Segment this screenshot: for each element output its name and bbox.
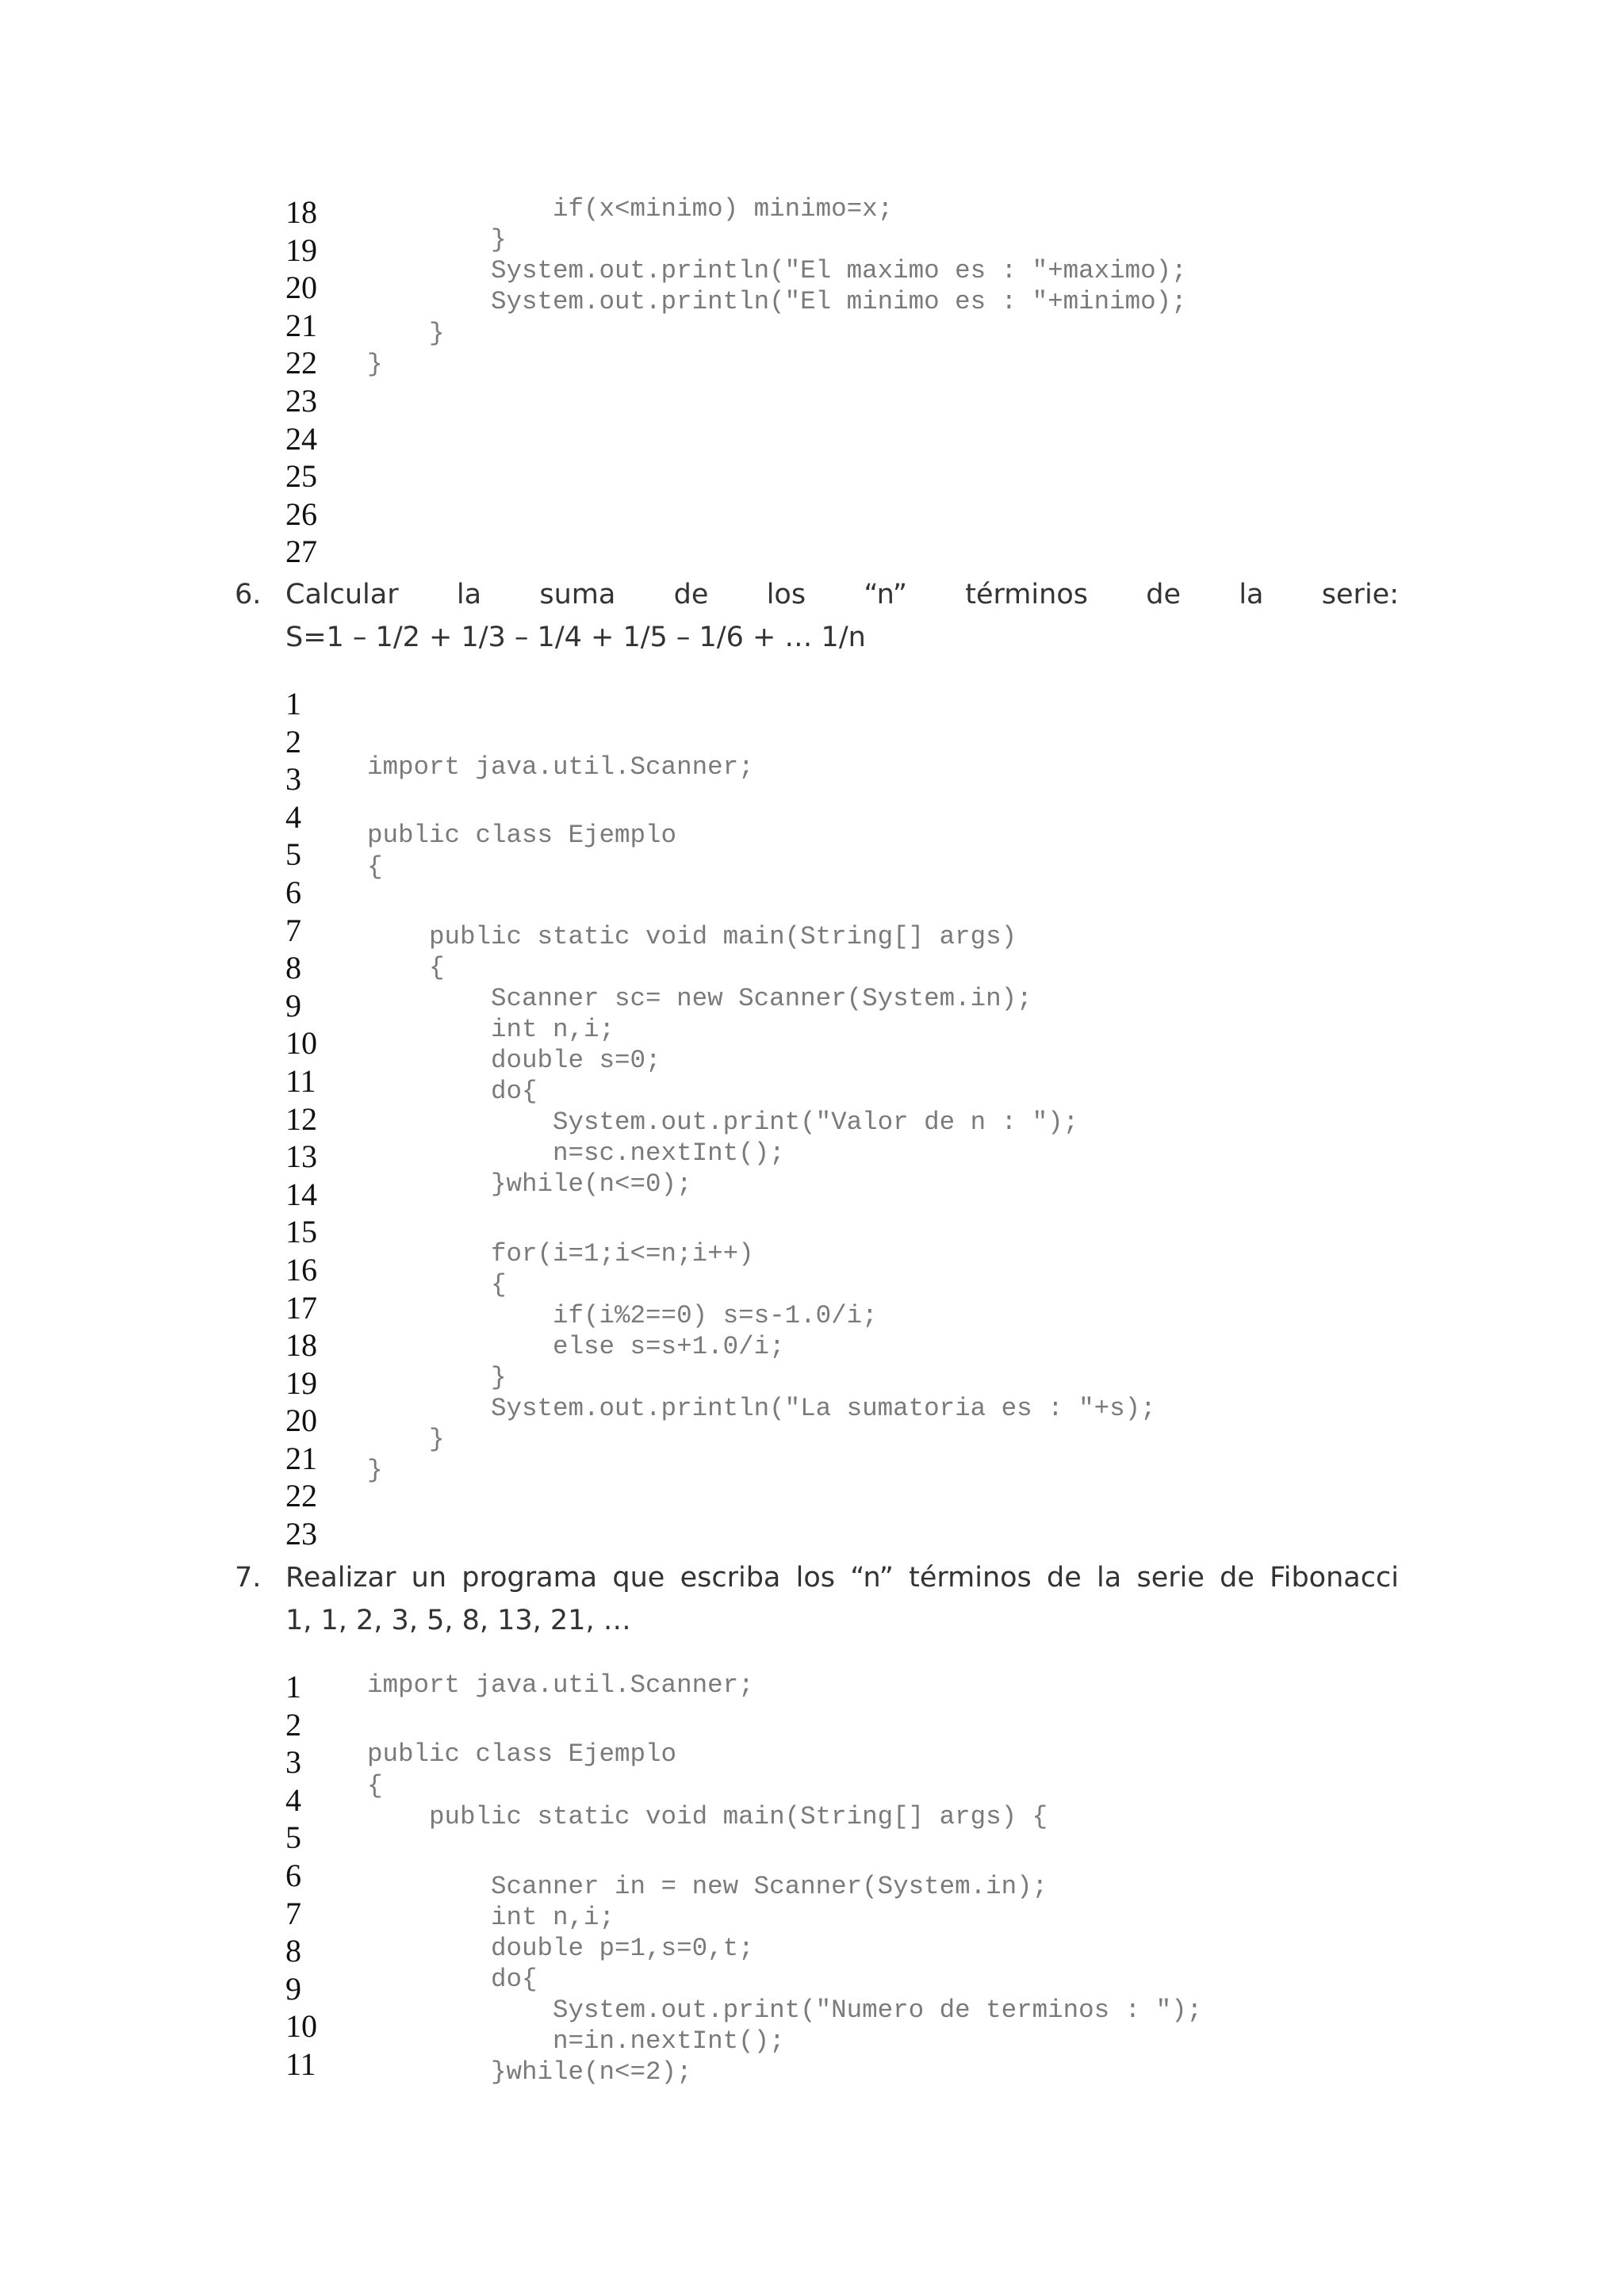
code-line: int n,i; <box>367 1015 615 1044</box>
line-number: 18 <box>285 1327 317 1364</box>
title-word: serie <box>1136 1562 1205 1594</box>
title-word: Realizar <box>285 1562 396 1594</box>
line-number: 20 <box>285 270 317 306</box>
line-number: 22 <box>285 1478 317 1514</box>
line-number: 22 <box>285 345 317 381</box>
title-word: que <box>612 1562 665 1594</box>
line-number: 13 <box>285 1138 317 1175</box>
line-number: 12 <box>285 1100 317 1137</box>
title-word: los <box>795 1562 835 1594</box>
line-number: 1 <box>285 686 301 721</box>
line-number: 19 <box>285 1364 317 1401</box>
exercise-title <box>285 579 1399 610</box>
line-number: 21 <box>285 1440 317 1476</box>
line-number: 19 <box>285 232 317 268</box>
code-line: } <box>367 225 507 254</box>
code-line: } <box>367 350 383 379</box>
line-number: 8 <box>285 950 301 986</box>
code-line: Scanner sc= new Scanner(System.in); <box>367 984 1032 1013</box>
line-number: 17 <box>285 1289 317 1326</box>
series-formula: S=1 – 1/2 + 1/3 – 1/4 + 1/5 – 1/6 + … 1/n <box>285 622 866 653</box>
line-numbers-block-3 <box>285 1668 317 2084</box>
line-number: 4 <box>285 798 301 835</box>
title-word: de <box>673 579 709 610</box>
code-line: public class Ejemplo <box>367 821 677 850</box>
code-line: if(x<minimo) minimo=x; <box>367 194 894 224</box>
code-line: if(i%2==0) s=s-1.0/i; <box>367 1301 878 1330</box>
line-number: 20 <box>285 1402 317 1439</box>
line-number: 8 <box>285 1933 301 1969</box>
code-line: System.out.println("El minimo es : "+minimo); <box>367 287 1187 316</box>
title-word: serie: <box>1321 579 1399 610</box>
title-word: programa <box>462 1562 598 1594</box>
code-line: } <box>367 1456 383 1485</box>
line-numbers-block-2 <box>285 685 317 1553</box>
code-line: do{ <box>367 1077 538 1106</box>
title-word: un <box>411 1562 447 1594</box>
line-number: 18 <box>285 194 317 230</box>
line-number: 16 <box>285 1251 317 1288</box>
line-number: 6 <box>285 1857 301 1893</box>
line-number: 23 <box>285 1516 317 1552</box>
code-line: } <box>367 319 445 348</box>
title-word: la <box>456 579 482 610</box>
code-line: import java.util.Scanner; <box>367 1670 754 1700</box>
title-word: Calcular <box>285 579 399 610</box>
code-line: n=sc.nextInt(); <box>367 1138 785 1168</box>
code-line: System.out.print("Numero de terminos : "); <box>367 1996 1203 2025</box>
code-line: double p=1,s=0,t; <box>367 1934 754 1963</box>
line-number: 15 <box>285 1214 317 1250</box>
code-line: } <box>367 1425 445 1454</box>
line-number: 9 <box>285 987 301 1024</box>
code-line: { <box>367 1270 507 1299</box>
code-line: Scanner in = new Scanner(System.in); <box>367 1872 1048 1901</box>
title-word: de <box>1146 579 1182 610</box>
line-number: 3 <box>285 1744 301 1781</box>
code-line: }while(n<=0); <box>367 1169 692 1199</box>
line-number: 9 <box>285 1970 301 2007</box>
code-line: System.out.print("Valor de n : "); <box>367 1108 1079 1137</box>
line-number: 10 <box>285 2008 317 2045</box>
title-word: términos <box>965 579 1088 610</box>
line-number: 6 <box>285 874 301 910</box>
exercise-number: 6. <box>235 579 262 610</box>
title-word: Fibonacci <box>1270 1562 1399 1594</box>
line-number: 21 <box>285 307 317 343</box>
exercise-7 <box>235 1562 1399 1641</box>
code-line: { <box>367 852 383 882</box>
line-numbers-block-1 <box>285 193 317 571</box>
line-number: 26 <box>285 496 317 532</box>
line-number: 5 <box>285 836 301 873</box>
line-number: 2 <box>285 723 301 760</box>
line-number: 14 <box>285 1176 317 1212</box>
line-number: 24 <box>285 420 317 457</box>
code-line: for(i=1;i<=n;i++) <box>367 1239 754 1269</box>
code-line: public class Ejemplo <box>367 1739 677 1769</box>
title-word: los <box>766 579 806 610</box>
title-word: “n” <box>864 579 907 610</box>
title-word: suma <box>539 579 616 610</box>
code-line: int n,i; <box>367 1903 615 1932</box>
code-line: { <box>367 953 445 982</box>
title-word: de <box>1047 1562 1082 1594</box>
code-line: n=in.nextInt(); <box>367 2026 785 2056</box>
code-line: do{ <box>367 1965 538 1994</box>
line-number: 25 <box>285 458 317 495</box>
title-word: términos <box>909 1562 1032 1594</box>
line-number: 4 <box>285 1781 301 1818</box>
line-number: 2 <box>285 1706 301 1743</box>
title-word: la <box>1097 1562 1122 1594</box>
title-word: “n” <box>850 1562 894 1594</box>
code-line: double s=0; <box>367 1046 661 1075</box>
line-number: 7 <box>285 1895 301 1931</box>
code-line: { <box>367 1771 383 1800</box>
line-number: 3 <box>285 761 301 798</box>
code-line: System.out.println("El maximo es : "+maximo); <box>367 256 1187 285</box>
code-line: else s=s+1.0/i; <box>367 1332 785 1361</box>
line-number: 27 <box>285 534 317 570</box>
code-line: } <box>367 1363 507 1392</box>
code-line: import java.util.Scanner; <box>367 752 754 782</box>
exercise-6 <box>235 579 1399 658</box>
code-line: System.out.println("La sumatoria es : "+s); <box>367 1394 1156 1423</box>
code-line: public static void main(String[] args) { <box>367 1802 1048 1831</box>
title-word: escriba <box>680 1562 781 1594</box>
title-word: de <box>1220 1562 1254 1594</box>
line-number: 1 <box>285 1669 301 1705</box>
line-number: 7 <box>285 912 301 948</box>
code-line: }while(n<=2); <box>367 2057 692 2087</box>
code-line: public static void main(String[] args) <box>367 922 1017 951</box>
exercise-title <box>285 1562 1399 1594</box>
exercise-number: 7. <box>235 1562 262 1594</box>
line-number: 11 <box>285 1062 316 1099</box>
line-number: 5 <box>285 1820 301 1856</box>
line-number: 10 <box>285 1025 317 1062</box>
title-word: la <box>1239 579 1264 610</box>
line-number: 23 <box>285 382 317 419</box>
fibonacci-sequence: 1, 1, 2, 3, 5, 8, 13, 21, … <box>285 1605 631 1636</box>
line-number: 11 <box>285 2045 316 2082</box>
